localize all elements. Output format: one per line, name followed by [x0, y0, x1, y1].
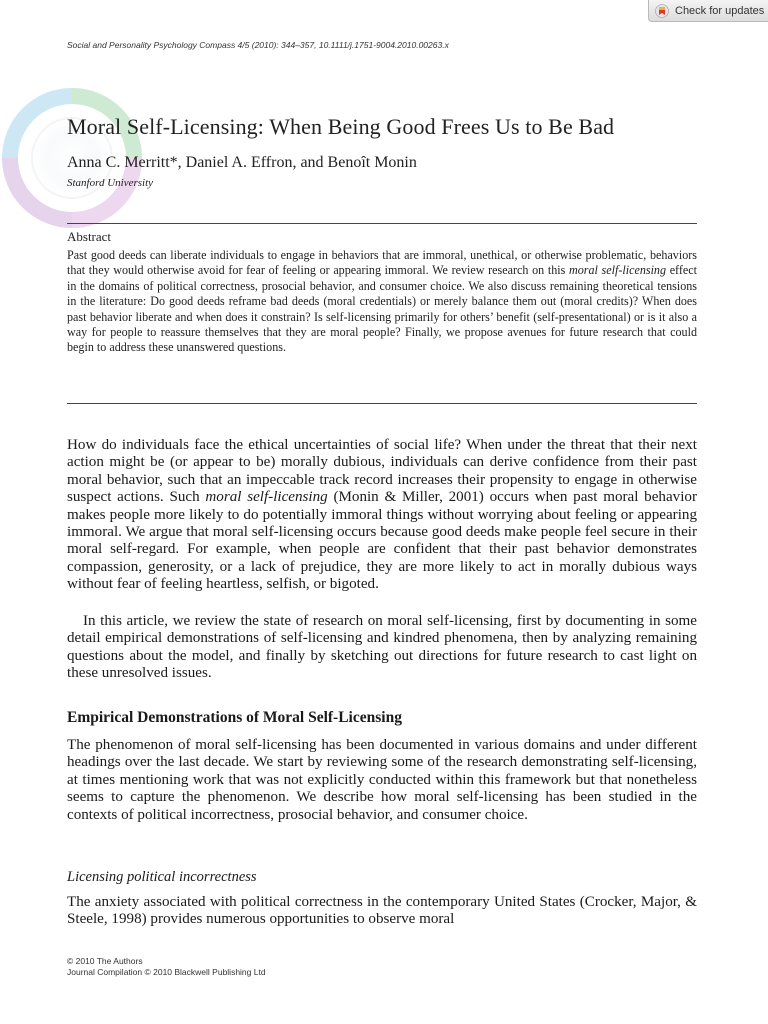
abstract-text: Past good deeds can liberate individuals to engage in behaviors that are immoral, unethical, or otherwise problematic, behaviors that they would otherwise avoid for fear of feeling or appearing immoral. We review research on this moral self-licensing effect in the domains of political correctness, prosocial behavior, and consumer choice. We also discuss remaining theoretical tensions in the literature: Do good deeds reframe bad deeds (moral credentials) or merely balance them out (moral credits)? When does past behavior liberate and when does it constrain? Is self-licensing primarily for others’ benefit (self-presentational) or is it also a way for people to reassure themselves that they are moral people? Finally, we propose avenues for future research that could begin to address these unanswered questions. [67, 248, 697, 355]
intro-paragraph-2: In this article, we review the state of research on moral self-licensing, first by documenting in some detail empirical demonstrations of self-licensing and kindred phenomena, then by analyzing remaining questions about the model, and finally by sketching out directions for future research to cast light on these unresolved issues. [67, 613, 697, 682]
crossmark-icon [655, 4, 669, 18]
subsection-heading: Licensing political incorrectness [67, 869, 257, 885]
abstract-heading: Abstract [67, 229, 112, 244]
article-title: Moral Self-Licensing: When Being Good Frees Us to Be Bad [67, 114, 615, 139]
copyright-footer [67, 956, 266, 978]
abstract-bottom-divider [67, 403, 697, 404]
subsection-paragraph: The anxiety associated with political correctness in the contemporary United States (Crocker, Major, & Steele, 1998) provides numerous opportunities to observe moral [67, 894, 697, 928]
journal-citation: Social and Personality Psychology Compass 4/5 (2010): 344–357, 10.1111/j.1751-9004.2010.00263.x [67, 40, 449, 50]
affiliation: Stanford University [67, 177, 154, 189]
copyright-line-1: © 2010 The Authors [67, 956, 143, 966]
section-paragraph: The phenomenon of moral self-licensing has been documented in various domains and under different headings over the last decade. We start by reviewing some of the research demonstrating self-licensing, at times mentioning work that was not explicitly conducted within this framework but that nonetheless seems to capture the phenomenon. We describe how moral self-licensing has been studied in the contexts of political incorrectness, prosocial behavior, and consumer choice. [67, 737, 697, 823]
section-heading: Empirical Demonstrations of Moral Self-Licensing [67, 709, 402, 726]
copyright-line-2: Journal Compilation © 2010 Blackwell Publishing Ltd [67, 967, 266, 977]
author-list: Anna C. Merritt*, Daniel A. Effron, and Benoît Monin [67, 154, 417, 171]
check-for-updates-label: Check for updates [675, 4, 765, 17]
abstract-top-divider [67, 223, 697, 224]
check-for-updates-button[interactable] [648, 0, 768, 22]
intro-paragraph-1: How do individuals face the ethical uncertainties of social life? When under the threat that their next action might be (or appear to be) morally dubious, individuals can derive confidence from their past moral behavior, such that an impeccable track record increases their propensity to engage in otherwise suspect actions. Such moral self-licensing (Monin & Miller, 2001) occurs when past moral behavior makes people more likely to do potentially immoral things without worrying about feeling or appearing immoral. We argue that moral self-licensing occurs because good deeds make people feel secure in their moral self-regard. For example, when people are confident that their past behavior demonstrates compassion, generosity, or a lack of prejudice, they are more likely to act in morally dubious ways without fear of feeling heartless, selfish, or bigoted. [67, 437, 697, 593]
